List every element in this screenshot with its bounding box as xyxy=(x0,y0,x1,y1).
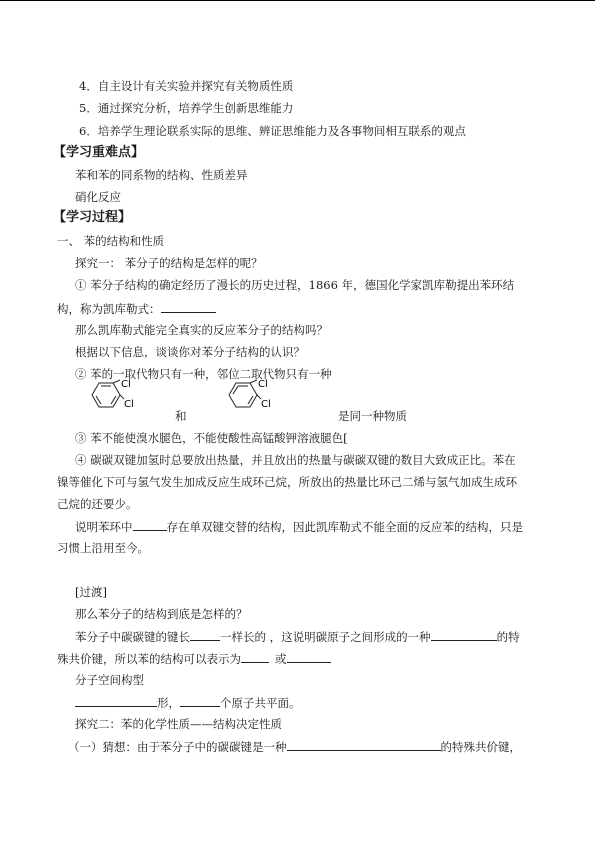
transition-label: [过渡] xyxy=(75,585,107,599)
transition-question: 那么苯分子的结构到底是怎样的？ xyxy=(75,607,248,621)
fill-blank[interactable] xyxy=(431,629,497,641)
objective-5: 5．通过探究分析，培养学生创新思维能力 xyxy=(79,101,294,115)
guess-text: （一）猜想：由于苯分子中的碳碳键是一种 xyxy=(68,740,287,754)
kekule-line xyxy=(57,301,216,316)
guess-line xyxy=(68,739,521,754)
objective-6: 6．培养学生理论联系实际的思维、辨证思维能力及各事物间相互联系的观点 xyxy=(79,124,466,138)
fill-blank[interactable] xyxy=(161,301,216,313)
fill-blank[interactable] xyxy=(241,651,269,663)
info-4-line: 己烷的还要少。 xyxy=(57,497,138,511)
chlorine-label: Cl xyxy=(121,379,131,390)
bond-text: 或 xyxy=(275,652,287,666)
same-substance-text: 是同一种物质 xyxy=(338,409,407,423)
bond-text: 的特 xyxy=(496,630,520,644)
conclusion-line: 习惯上沿用至今。 xyxy=(57,541,149,555)
question-line: 那么凯库勒式能完全真实的反应苯分子的结构吗？ xyxy=(75,323,328,337)
key-point-item: 硝化反应 xyxy=(75,190,121,204)
bond-line xyxy=(75,629,520,644)
dichlorobenzene-structure-1 xyxy=(86,377,156,417)
objective-4: 4．自主设计有关实验并探究有关物质性质 xyxy=(79,79,294,93)
process-heading: 【学习过程】 xyxy=(53,210,132,225)
chlorine-label: Cl xyxy=(124,399,134,410)
shape-line xyxy=(75,695,301,710)
fill-blank[interactable] xyxy=(190,629,220,641)
info-4-line: ④ 碳碳双键加氢时总要放出热量，并且放出的热量与碳碳双键的数目大致成正比。苯在 xyxy=(75,453,516,467)
shape-text: 形， xyxy=(157,696,180,710)
paragraph-line: ① 苯分子结构的确定经历了漫长的历史过程，1866 年，德国化学家凯库勒提出苯环结 xyxy=(75,278,515,292)
bond-line xyxy=(57,651,331,666)
paragraph-text: 构，称为凯库勒式： xyxy=(57,302,161,316)
bond-text: 殊共价键，所以苯的结构可以表示为 xyxy=(57,652,241,666)
key-point-item: 苯和苯的同系物的结构、性质差异 xyxy=(75,168,248,182)
chlorine-label: Cl xyxy=(261,399,271,410)
question-line: 根据以下信息，谈谈你对苯分子结构的认识？ xyxy=(75,345,305,359)
info-4-line: 镍等催化下可与氢气发生加成反应生成环己烷，所放出的热量比环己二烯与氢气加成生成环 xyxy=(57,475,517,489)
key-points-heading: 【学习重难点】 xyxy=(53,145,145,160)
guess-text: 的特殊共价键， xyxy=(440,740,521,754)
fill-blank[interactable] xyxy=(180,695,220,707)
fill-blank[interactable] xyxy=(75,695,157,707)
page-top-border xyxy=(0,0,595,1)
dichlorobenzene-structure-2 xyxy=(223,377,293,417)
info-3: ③ 苯不能使溴水腿色，不能使酸性高锰酸钾溶液腿色[ xyxy=(75,431,348,445)
bond-text: 一样长的 ，这说明碳原子之间形成的一种 xyxy=(220,630,431,644)
fill-blank[interactable] xyxy=(287,651,331,663)
explore-2-title: 探究二：苯的化学性质——结构决定性质 xyxy=(75,717,282,731)
conclusion-text: 说明苯环中 xyxy=(75,520,133,534)
conclusion-text: 存在单双键交替的结构，因此凯库勒式不能全面的反应苯的结构，只是 xyxy=(166,520,523,534)
and-word: 和 xyxy=(175,409,187,423)
shape-label: 分子空间构型 xyxy=(75,673,144,687)
bond-text: 苯分子中碳碳键的键长 xyxy=(75,630,190,644)
fill-blank[interactable] xyxy=(133,519,167,531)
explore-1-question: 探究一： 苯分子的结构是怎样的呢？ xyxy=(75,256,263,270)
info-2: ② 苯的一取代物只有一种，邻位二取代物只有一种 xyxy=(75,367,332,381)
section-1-title: 一、 苯的结构和性质 xyxy=(57,234,165,248)
shape-text: 个原子共平面。 xyxy=(220,696,301,710)
conclusion-line xyxy=(75,519,523,534)
chlorine-label: Cl xyxy=(258,379,268,390)
fill-blank[interactable] xyxy=(287,739,441,751)
